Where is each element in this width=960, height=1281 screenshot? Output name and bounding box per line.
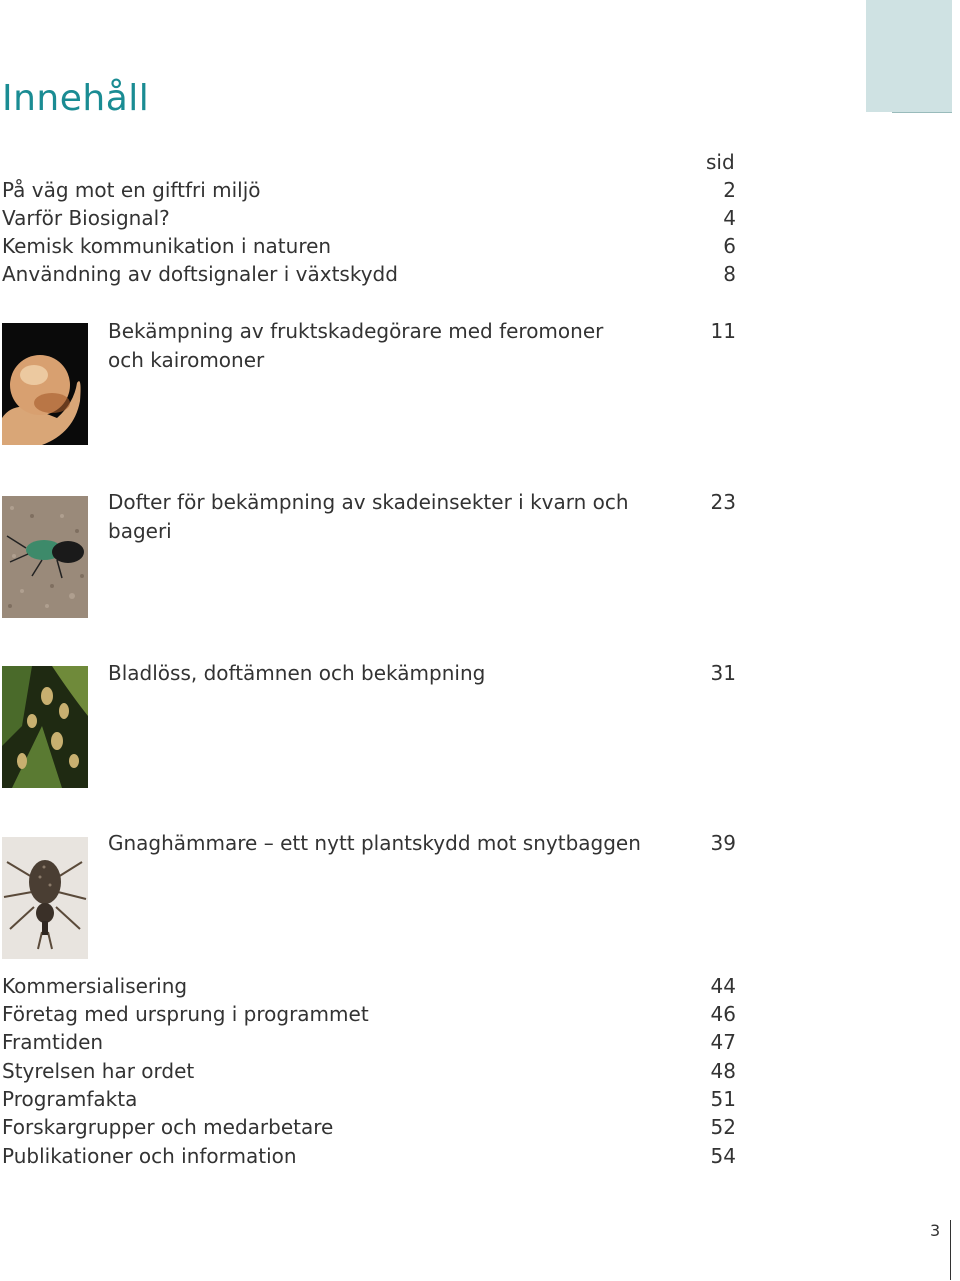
page-number-rule [950, 1220, 951, 1280]
toc-entry-label: Gnaghämmare – ett nytt plantskydd mot snytbaggen [108, 831, 641, 855]
toc-entry-label: Styrelsen har ordet [2, 1059, 195, 1083]
toc-entry-page: 23 [710, 490, 736, 514]
toc-entry-label: Bekämpning av fruktskadegörare med feromoner och kairomoner [108, 319, 604, 372]
toc-entry-page: 8 [723, 262, 736, 286]
toc-entry-label: Programfakta [2, 1087, 138, 1111]
toc-entry-label: Forskargrupper och medarbetare [2, 1115, 334, 1139]
toc-entry-label: Företag med ursprung i programmet [2, 1002, 369, 1026]
toc-entry-page: 2 [723, 178, 736, 202]
corner-color-block [866, 0, 952, 112]
toc-entry-page: 46 [710, 1002, 736, 1026]
toc-entry-label: Kemisk kommunikation i naturen [2, 234, 332, 258]
toc-entry-label: Publikationer och information [2, 1144, 297, 1168]
toc-entry-page: 47 [710, 1030, 736, 1054]
toc-section-entry[interactable] [108, 829, 736, 859]
toc-entry-label: Framtiden [2, 1030, 104, 1054]
toc-entry-page: 44 [710, 974, 736, 998]
beetle-photo [2, 496, 88, 618]
toc-entry-page: 6 [723, 234, 736, 258]
toc-section-entry[interactable] [108, 317, 736, 377]
toc-entry-label: Varför Biosignal? [2, 206, 170, 230]
toc-entry-label: Användning av doftsignaler i växtskydd [2, 262, 398, 286]
toc-entry-page: 54 [710, 1144, 736, 1168]
toc-entry-page: 51 [710, 1087, 736, 1111]
toc-entry-page: 52 [710, 1115, 736, 1139]
toc-entry-page: 39 [710, 831, 736, 855]
toc-entry-page: 48 [710, 1059, 736, 1083]
page-title: Innehåll [2, 78, 150, 119]
toc-entry-page: 11 [710, 319, 736, 343]
toc-section-entry[interactable] [108, 488, 736, 543]
toc-section-entry[interactable] [108, 659, 736, 689]
toc-entry-label: Bladlöss, doftämnen och bekämpning [108, 661, 486, 685]
weevil-photo [2, 837, 88, 959]
aphids-photo [2, 666, 88, 788]
toc-entry-label: På väg mot en giftfri miljö [2, 178, 261, 202]
toc-entry-page: 4 [723, 206, 736, 230]
toc-entry-label: Kommersialisering [2, 974, 188, 998]
page-column-header: sid [706, 150, 735, 174]
page-number: 3 [930, 1221, 941, 1240]
toc-entry-page: 31 [710, 661, 736, 685]
apple-in-hand-photo [2, 323, 88, 445]
corner-rule [892, 112, 952, 113]
toc-entry-label: Dofter för bekämpning av skadeinsekter i kvarn och bageri [108, 490, 629, 543]
